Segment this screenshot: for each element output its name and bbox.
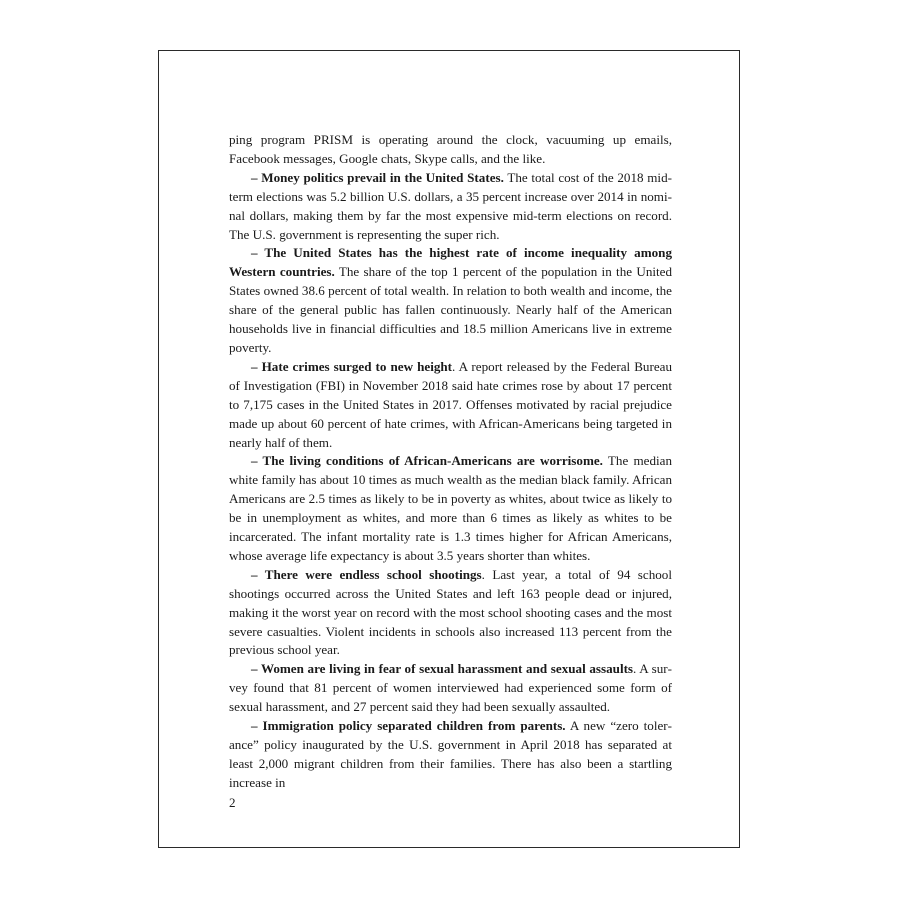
paragraph-continuation xyxy=(229,131,672,169)
paragraph-text: . A survey found that 81 percent of women interviewed had experienced some form of sexual harassment, and 27 percent said they had been sexually assaulted. xyxy=(229,661,673,715)
paragraph-heading: – Money politics prevail in the United States. xyxy=(251,169,504,185)
body-text xyxy=(229,131,672,793)
paragraph-heading: – There were endless school shootings xyxy=(251,566,482,582)
page-number: 2 xyxy=(229,795,236,810)
paragraph-money-politics xyxy=(229,169,672,245)
paragraph-text: . A report released by the Federal Bureau of Investigation (FBI) in November 2018 said hate crimes rose by about 17 percent to 7,175 cases in the United States in 2017. Offenses motivated by racial prejudice made up about 60 percent of hate crimes, with African-Americans being targeted in nearly half of them. xyxy=(229,358,673,450)
paragraph-heading: – The United States has the highest rate of income inequality among Western countries. xyxy=(229,245,672,280)
paragraph-living-conditions xyxy=(229,452,672,565)
paragraph-text: A new “zero tolerance” policy inaugurated by the U.S. government in April 2018 has separated at least 2,000 migrant children from their families. There has also been a startling increase in xyxy=(229,718,672,790)
paragraph-income-inequality xyxy=(229,244,672,357)
paragraph-text: . Last year, a total of 94 school shootings occurred across the United States and left 163 people dead or injured, making it the worst year on record with the most school shooting cases and the most severe casualties. Violent incidents in schools also increased 113 percent from the previous school year. xyxy=(229,566,672,658)
paragraph-sexual-harassment xyxy=(229,660,672,717)
paragraph-heading: – Women are living in fear of sexual harassment and sexual assaults xyxy=(251,661,634,677)
paragraph-immigration-policy xyxy=(229,717,672,793)
paragraph-heading: – The living conditions of African-Americans are worrisome. xyxy=(251,453,603,469)
paragraph-text: The total cost of the 2018 midterm elections was 5.2 billion U.S. dollars, a 35 percent increase over 2014 in nominal dollars, making them by far the most expensive mid-term elections on record. The U.S. government is representing the super rich. xyxy=(229,169,672,242)
paragraph-heading: – Hate crimes surged to new height xyxy=(251,358,453,374)
paragraph-text: The share of the top 1 percent of the population in the United States owned 38.6 percent of total wealth. In relation to both wealth and income, the share of the general public has fallen continuously. Nearly half of the American households live in financial difficulties and 18.5 million Americans live in extreme poverty. xyxy=(229,264,672,355)
paragraph-text: ping program PRISM is operating around the clock, vacuuming up emails, Facebook messages, Google chats, Skype calls, and the like. xyxy=(229,132,672,166)
document-page xyxy=(158,50,740,848)
paragraph-hate-crimes xyxy=(229,358,672,453)
paragraph-heading: – Immigration policy separated children from parents. xyxy=(251,718,566,734)
paragraph-school-shootings xyxy=(229,566,672,661)
paragraph-text: The median white family has about 10 times as much wealth as the median black family. African Americans are 2.5 times as likely to be in poverty as whites, about twice as likely to be in unemployment as whites, and more than 6 times as likely as whites to be incarcerated. The infant mortality rate is 1.3 times higher for African Americans, whose average life expectancy is about 3.5 years shorter than whites. xyxy=(229,453,672,563)
